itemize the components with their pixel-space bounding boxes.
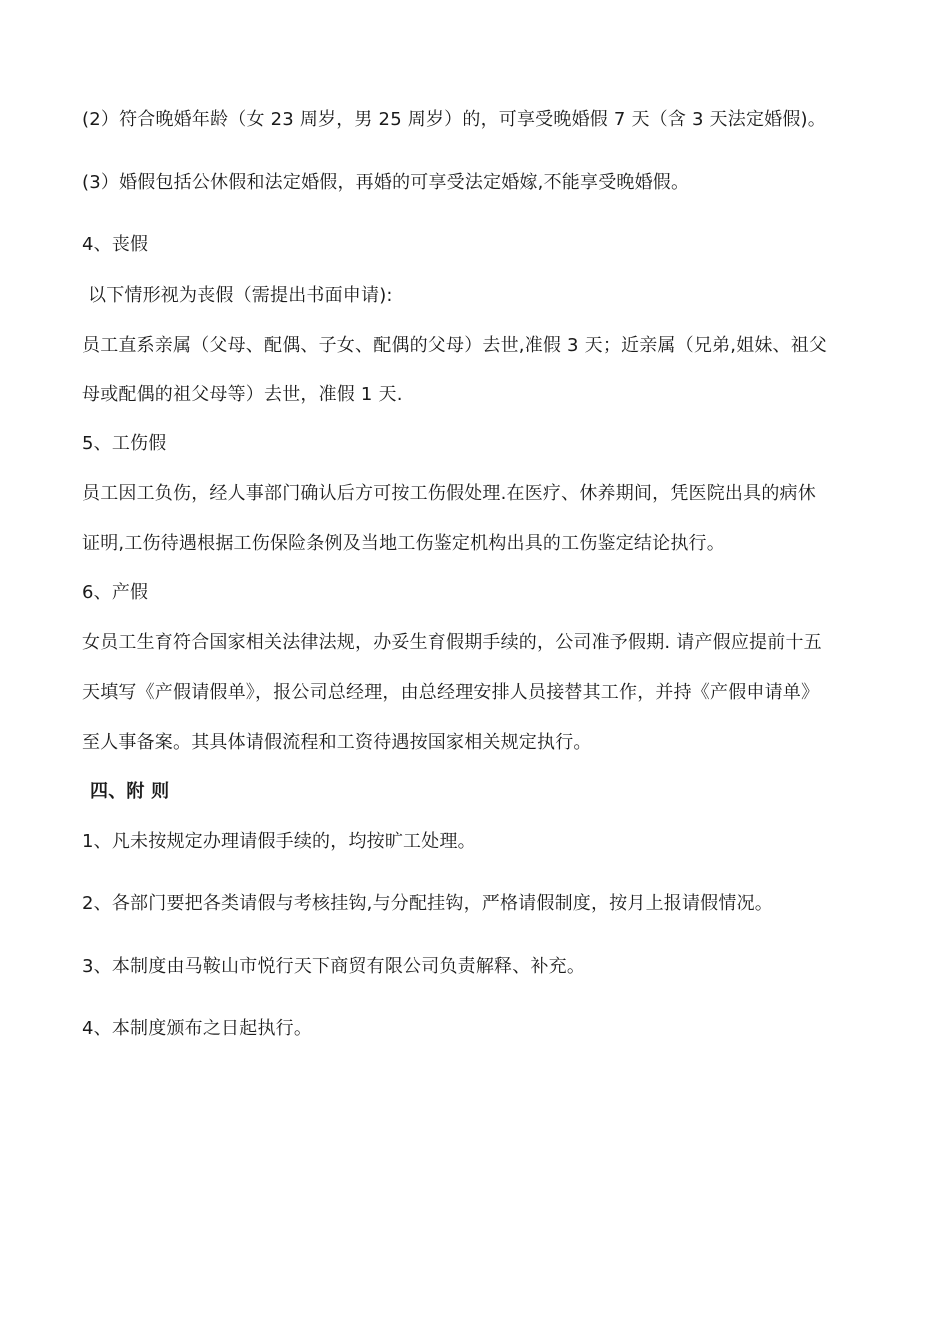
section-heading-supplementary-provisions: 四、附 则 <box>90 781 170 802</box>
heading-bereavement-leave: 4、丧假 <box>82 234 149 255</box>
provision-item-4: 4、本制度颁布之日起执行。 <box>82 1018 313 1039</box>
provision-item-3: 3、本制度由马鞍山市悦行天下商贸有限公司负责解释、补充。 <box>82 956 586 977</box>
heading-maternity-leave: 6、产假 <box>82 582 149 603</box>
heading-work-injury-leave: 5、工伤假 <box>82 433 167 454</box>
provision-item-2: 2、各部门要把各类请假与考核挂钩,与分配挂钩，严格请假制度，按月上报请假情况。 <box>82 893 773 914</box>
paragraph-marriage-leave-scope: (3）婚假包括公休假和法定婚假，再婚的可享受法定婚嫁,不能享受晚婚假。 <box>82 172 690 193</box>
paragraph-maternity-line2: 天填写《产假请假单》，报公司总经理，由总经理安排人员接替其工作，并持《产假申请单》 <box>82 682 820 703</box>
paragraph-work-injury-line1: 员工因工负伤，经人事部门确认后方可按工伤假处理.在医疗、休养期间，凭医院出具的病休 <box>82 483 816 504</box>
paragraph-bereavement-rule-line1: 员工直系亲属（父母、配偶、子女、配偶的父母）去世,准假 3 天；近亲属（兄弟,姐妹、祖父 <box>82 335 828 356</box>
paragraph-bereavement-intro: 以下情形视为丧假（需提出书面申请): <box>88 285 393 306</box>
provision-item-1: 1、凡未按规定办理请假手续的，均按旷工处理。 <box>82 831 476 852</box>
paragraph-work-injury-line2: 证明,工伤待遇根据工伤保险条例及当地工伤鉴定机构出具的工伤鉴定结论执行。 <box>82 533 725 554</box>
paragraph-maternity-line3: 至人事备案。其具体请假流程和工资待遇按国家相关规定执行。 <box>82 732 592 753</box>
paragraph-late-marriage-leave: (2）符合晚婚年龄（女 23 周岁，男 25 周岁）的，可享受晚婚假 7 天（含 3 天法定婚假)。 <box>82 109 826 130</box>
paragraph-bereavement-rule-line2: 母或配偶的祖父母等）去世，准假 1 天. <box>82 384 403 405</box>
paragraph-maternity-line1: 女员工生育符合国家相关法律法规，办妥生育假期手续的，公司准予假期. 请产假应提前十五 <box>82 632 822 653</box>
